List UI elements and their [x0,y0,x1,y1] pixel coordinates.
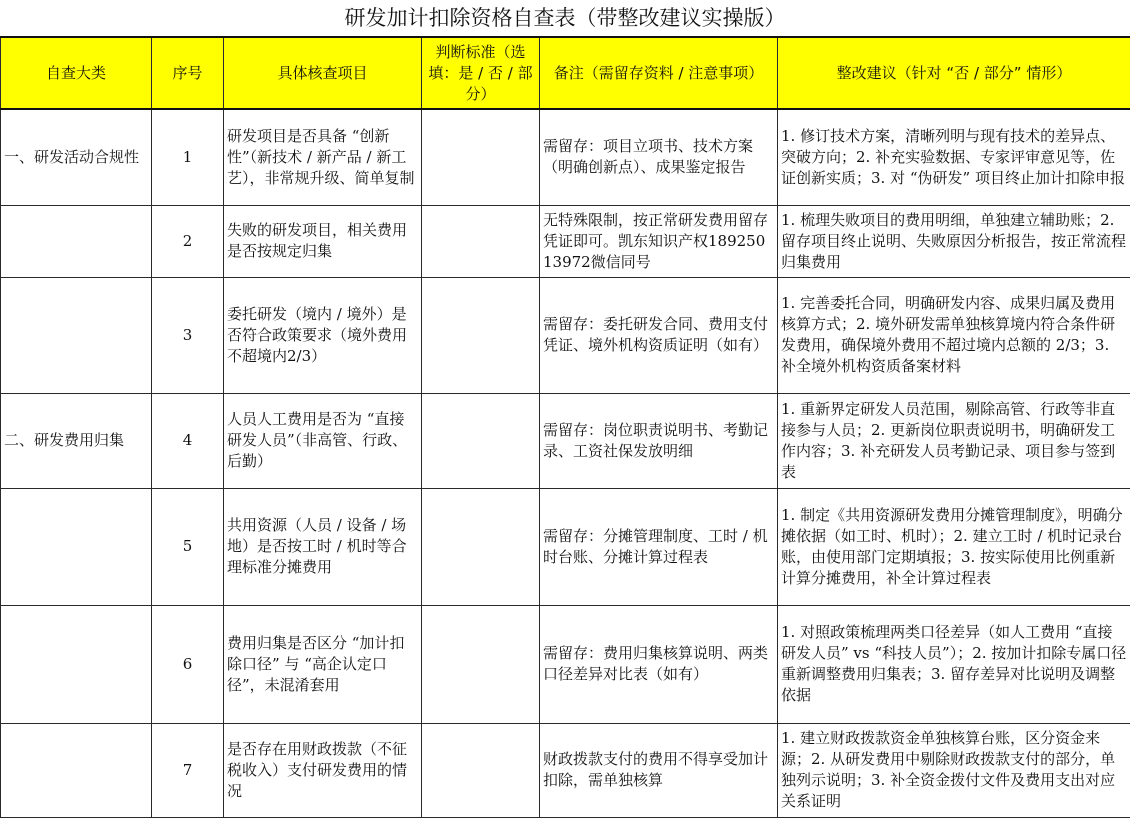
remark-cell: 财政拨款支付的费用不得享受加计扣除，需单独核算 [540,723,778,817]
advice-cell: 1. 完善委托合同，明确研发内容、成果归属及费用核算方式；2. 境外研发需单独核算境内符合条件研发费用，确保境外费用不超过境内总额的 2/3；3. 补全境外机构资质备案材料 [778,277,1130,393]
page-title: 研发加计扣除资格自查表（带整改建议实操版） [0,0,1130,36]
advice-cell: 1. 梳理失败项目的费用明细，单独建立辅助账；2. 留存项目终止说明、失败原因分析报告，按正常流程归集费用 [778,205,1130,277]
item-cell: 委托研发（境内 / 境外）是否符合政策要求（境外费用不超境内2/3） [224,277,422,393]
seq-cell: 2 [152,205,224,277]
table-row [1,205,1130,277]
seq-cell: 6 [152,605,224,723]
category-cell-empty [1,277,152,393]
item-cell: 人员人工费用是否为 “直接研发人员”（非高管、行政、后勤） [224,393,422,488]
item-cell: 研发项目是否具备 “创新性”（新技术 / 新产品 / 新工艺），非常规升级、简单复制 [224,109,422,205]
header-judge: 判断标准（选填：是 / 否 / 部分） [422,37,540,109]
item-cell: 费用归集是否区分 “加计扣除口径” 与 “高企认定口径”，未混淆套用 [224,605,422,723]
table-row [1,393,1130,488]
category-cell-empty [1,205,152,277]
header-advice: 整改建议（针对 “否 / 部分” 情形） [778,37,1130,109]
remark-cell: 需留存：费用归集核算说明、两类口径差异对比表（如有） [540,605,778,723]
remark-cell: 需留存：岗位职责说明书、考勤记录、工资社保发放明细 [540,393,778,488]
judge-cell[interactable] [422,393,540,488]
item-cell: 共用资源（人员 / 设备 / 场地）是否按工时 / 机时等合理标准分摊费用 [224,488,422,605]
judge-cell[interactable] [422,109,540,205]
category-cell-empty [1,605,152,723]
judge-cell[interactable] [422,723,540,817]
judge-cell[interactable] [422,488,540,605]
seq-cell: 7 [152,723,224,817]
category-cell-empty [1,488,152,605]
advice-cell: 1. 修订技术方案，清晰列明与现有技术的差异点、突破方向；2. 补充实验数据、专家评审意见等，佐证创新实质；3. 对 “伪研发” 项目终止加计扣除申报 [778,109,1130,205]
header-row [1,37,1130,109]
table-row [1,277,1130,393]
judge-cell[interactable] [422,277,540,393]
header-category: 自查大类 [1,37,152,109]
category-cell: 二、研发费用归集 [1,393,152,488]
remark-cell: 需留存：项目立项书、技术方案（明确创新点）、成果鉴定报告 [540,109,778,205]
seq-cell: 3 [152,277,224,393]
table-row [1,109,1130,205]
header-seq: 序号 [152,37,224,109]
advice-cell: 1. 重新界定研发人员范围，剔除高管、行政等非直接参与人员；2. 更新岗位职责说明书，明确研发工作内容；3. 补充研发人员考勤记录、项目参与签到表 [778,393,1130,488]
item-cell: 是否存在用财政拨款（不征税收入）支付研发费用的情况 [224,723,422,817]
advice-cell: 1. 建立财政拨款资金单独核算台账，区分资金来源；2. 从研发费用中剔除财政拨款支付的部分，单独列示说明；3. 补全资金拨付文件及费用支出对应关系证明 [778,723,1130,817]
table-row [1,723,1130,817]
seq-cell: 5 [152,488,224,605]
category-cell-empty [1,723,152,817]
header-item: 具体核查项目 [224,37,422,109]
seq-cell: 1 [152,109,224,205]
remark-cell: 需留存：分摊管理制度、工时 / 机时台账、分摊计算过程表 [540,488,778,605]
remark-cell: 无特殊限制，按正常研发费用留存凭证即可。凯东知识产权18925013972微信同号 [540,205,778,277]
advice-cell: 1. 制定《共用资源研发费用分摊管理制度》，明确分摊依据（如工时、机时）；2. 建立工时 / 机时记录台账，由使用部门定期填报；3. 按实际使用比例重新计算分摊费用，补全计算过程表 [778,488,1130,605]
header-remark: 备注（需留存资料 / 注意事项） [540,37,778,109]
table-row [1,488,1130,605]
seq-cell: 4 [152,393,224,488]
judge-cell[interactable] [422,205,540,277]
remark-cell: 需留存：委托研发合同、费用支付凭证、境外机构资质证明（如有） [540,277,778,393]
item-cell: 失败的研发项目，相关费用是否按规定归集 [224,205,422,277]
advice-cell: 1. 对照政策梳理两类口径差异（如人工费用 “直接研发人员” vs “科技人员”）；2. 按加计扣除专属口径重新调整费用归集表；3. 留存差异对比说明及调整依据 [778,605,1130,723]
table-row [1,605,1130,723]
self-check-table [0,36,1130,818]
category-cell: 一、研发活动合规性 [1,109,152,205]
judge-cell[interactable] [422,605,540,723]
